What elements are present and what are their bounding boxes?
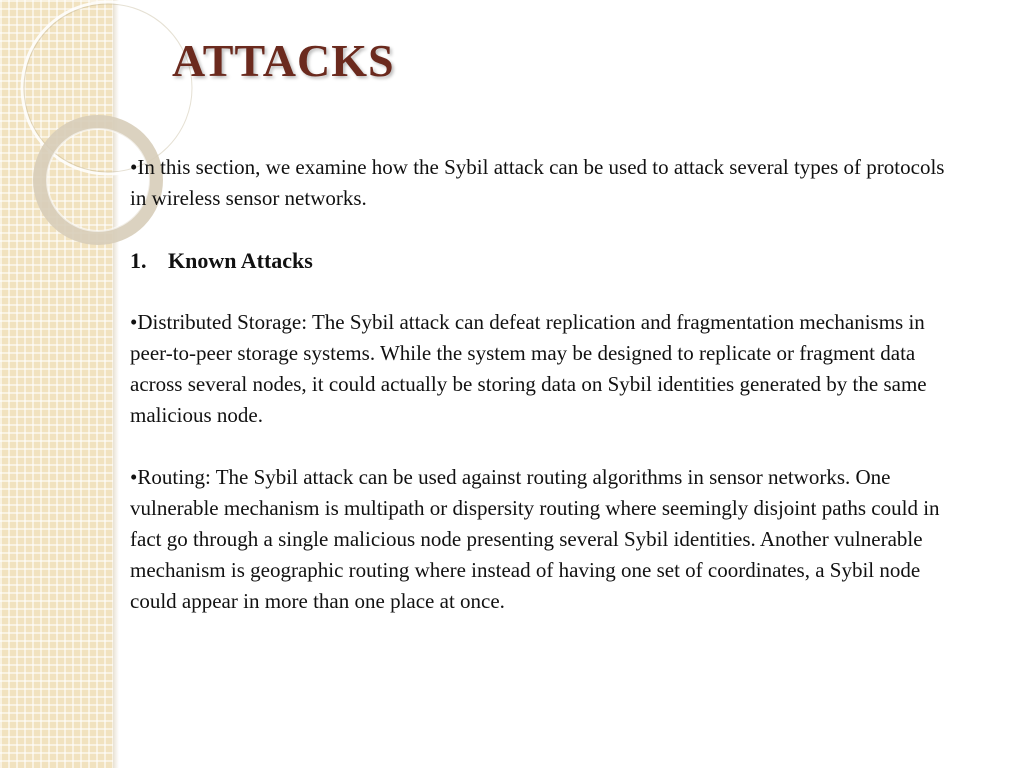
routing-paragraph: •Routing: The Sybil attack can be used against routing algorithms in sensor networks. One vulnerable mechanism is multipath or dispersity routing where seemingly disjoint paths could in fact go through a single malicious node presenting several Sybil identities. Another vulnerable mechanism is geographic routing where instead of having one set of coordinates, a Sybil node could appear in more than one place at once. (130, 465, 940, 613)
section-number: 1. (130, 248, 147, 273)
intro-paragraph: •In this section, we examine how the Sybil attack can be used to attack several types of protocols in wireless sensor networks. (130, 155, 945, 210)
distributed-storage-paragraph: •Distributed Storage: The Sybil attack can defeat replication and fragmentation mechanisms in peer-to-peer storage systems. While the system may be designed to replicate or fragment data across several nodes, it could actually be storing data on Sybil identities generated by the same malicious node. (130, 310, 927, 427)
section-heading-text: Known Attacks (168, 248, 313, 273)
section-heading (130, 245, 966, 276)
slide-body (130, 152, 966, 617)
decorative-rings (0, 0, 140, 260)
slide-title: ATTACKS (172, 35, 395, 86)
